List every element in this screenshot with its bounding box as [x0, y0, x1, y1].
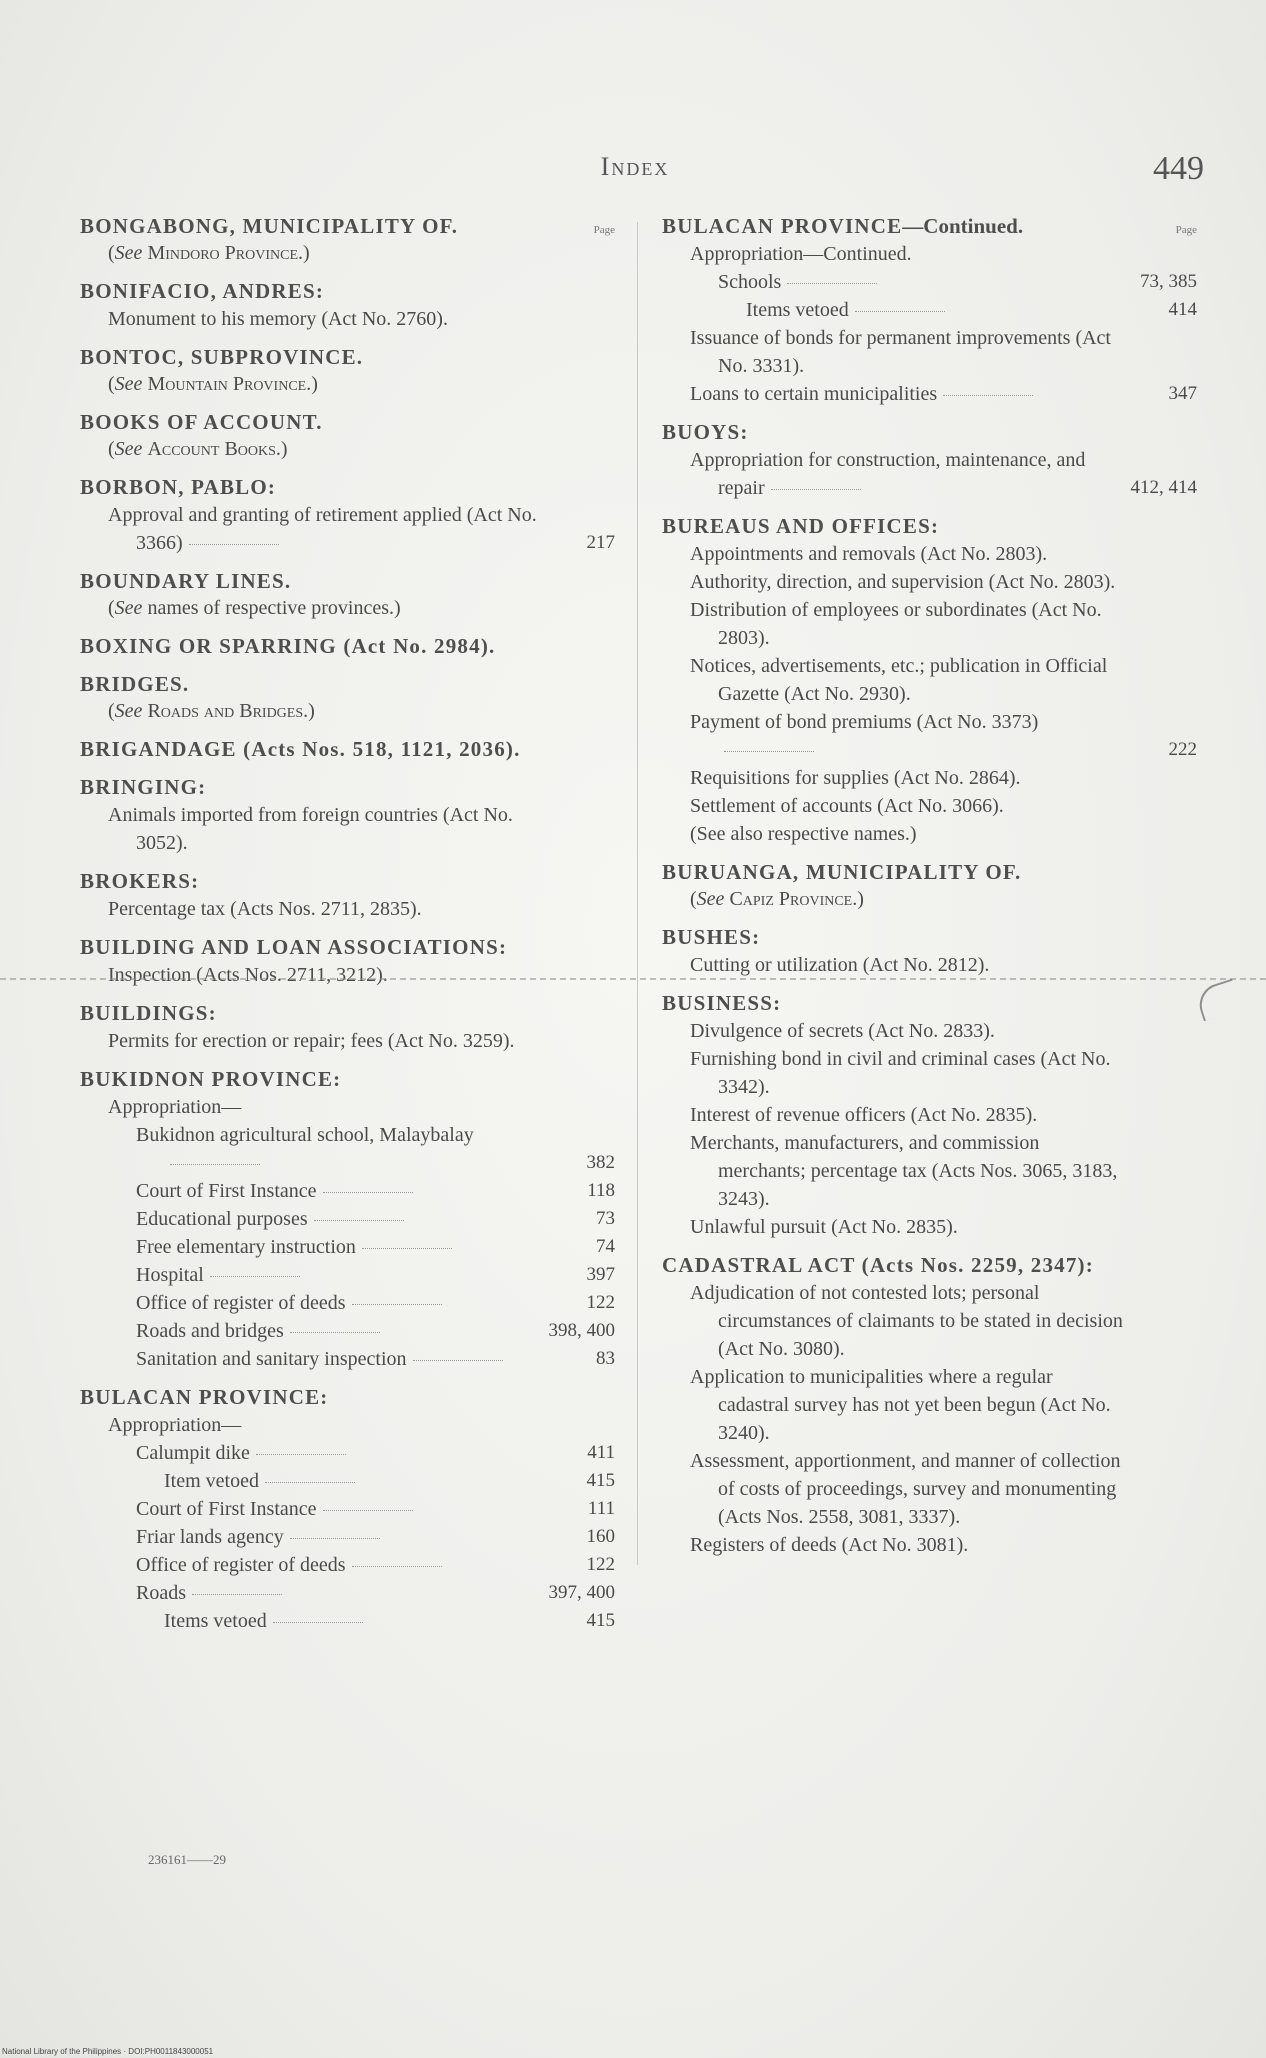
page-number: 449 — [1153, 150, 1204, 187]
subentry: Inspection (Acts Nos. 2711, 3212). — [108, 964, 388, 986]
entry-heading: BUSINESS: — [662, 991, 782, 1015]
index-entry — [80, 212, 615, 267]
archive-stamp: National Library of the Philippines · DOI:PH0011843000051 — [2, 2047, 214, 2056]
entry-heading: BOXING OR SPARRING (Act No. 2984). — [80, 634, 496, 658]
subentry: Loans to certain municipalities 347 — [662, 380, 1197, 408]
page-reference: 415 — [586, 1610, 615, 1631]
dot-leader — [724, 751, 814, 752]
page-reference: 415 — [586, 1470, 615, 1491]
entry-heading: BOUNDARY LINES. — [80, 569, 292, 593]
entry-heading: BUOYS: — [662, 420, 749, 444]
index-entry — [80, 670, 615, 725]
index-entry — [80, 632, 615, 660]
page-column-label: Page — [593, 224, 615, 236]
subentry: Animals imported from foreign countries (Act No. 3052). — [108, 804, 513, 854]
entry-heading: BROKERS: — [80, 869, 200, 893]
cross-reference: (See Roads and Bridges.) — [108, 700, 315, 722]
subentry: Friar lands agency 160 — [80, 1523, 615, 1551]
index-entry — [80, 933, 615, 989]
pen-mark — [1194, 979, 1242, 1022]
dot-leader — [210, 1276, 300, 1277]
page-reference: 412, 414 — [1130, 477, 1197, 498]
subentry: Appropriation—Continued. — [690, 243, 912, 265]
cross-reference: (See Mindoro Province.) — [108, 242, 310, 264]
index-entry — [662, 858, 1197, 913]
subentry: Unlawful pursuit (Act No. 2835). — [690, 1216, 958, 1238]
subentry: Appropriation— — [108, 1096, 242, 1118]
index-entry — [662, 923, 1197, 979]
entry-heading: BUSHES: — [662, 925, 761, 949]
subentry: Items vetoed 414 — [662, 296, 1197, 324]
page-column-label: Page — [1175, 224, 1197, 236]
page-reference: 122 — [586, 1554, 615, 1575]
dot-leader — [352, 1566, 442, 1567]
subentry: Free elementary instruction 74 — [80, 1233, 615, 1261]
subentry: Adjudication of not contested lots; personal circumstances of claimants to be stated in decision (Act No. 3080). — [690, 1282, 1123, 1360]
dot-leader — [771, 489, 861, 490]
index-entry — [80, 473, 615, 557]
subentry: Court of First Instance 111 — [80, 1495, 615, 1523]
entry-heading: BURUANGA, MUNICIPALITY OF. — [662, 860, 1022, 884]
subentry: Application to municipalities where a regular cadastral survey has not yet been begun (Act No. 3240). — [690, 1366, 1111, 1444]
index-entry — [80, 1065, 615, 1373]
subentry: Authority, direction, and supervision (Act No. 2803). — [690, 571, 1116, 593]
entry-heading: BUKIDNON PROVINCE: — [80, 1067, 342, 1091]
subentry: Cutting or utilization (Act No. 2812). — [690, 954, 990, 976]
dot-leader — [323, 1510, 413, 1511]
index-column-left — [80, 212, 615, 1645]
page-reference: 217 — [586, 532, 615, 553]
index-entry — [662, 512, 1197, 848]
dot-leader — [189, 544, 279, 545]
dot-leader — [943, 395, 1033, 396]
entry-heading: BONIFACIO, ANDRES: — [80, 279, 325, 303]
entry-heading: BONGABONG, MUNICIPALITY OF. Page — [80, 212, 615, 240]
index-entry — [80, 867, 615, 923]
page-reference: 74 — [596, 1236, 615, 1257]
column-rule-upper — [637, 222, 638, 1042]
page-reference: 111 — [587, 1498, 615, 1519]
index-entry — [662, 418, 1197, 502]
subentry: Requisitions for supplies (Act No. 2864). — [690, 767, 1021, 789]
subentry: Calumpit dike 411 — [80, 1439, 615, 1467]
index-entry — [80, 567, 615, 622]
subentry: Office of register of deeds 122 — [80, 1289, 615, 1317]
subentry: Divulgence of secrets (Act No. 2833). — [690, 1020, 995, 1042]
page-reference: 222 — [1168, 739, 1197, 760]
entry-heading: BULACAN PROVINCE: — [80, 1385, 329, 1409]
dot-leader — [192, 1594, 282, 1595]
subentry: Roads 397, 400 — [80, 1579, 615, 1607]
subentry: Approval and granting of retirement applied (Act No. 3366) 217 — [80, 501, 615, 557]
index-entry — [80, 408, 615, 463]
page-reference: 160 — [586, 1526, 615, 1547]
entry-heading: BRIDGES. — [80, 672, 190, 696]
index-entry — [80, 1383, 615, 1635]
dot-leader — [170, 1164, 260, 1165]
index-entry — [662, 212, 1197, 408]
index-entry — [80, 277, 615, 333]
entry-heading: BUILDINGS: — [80, 1001, 217, 1025]
entry-heading: BONTOC, SUBPROVINCE. — [80, 345, 364, 369]
subentry: (See also respective names.) — [690, 823, 917, 845]
index-entry — [662, 1251, 1197, 1559]
page-reference: 118 — [587, 1180, 615, 1201]
dot-leader — [256, 1454, 346, 1455]
page-reference: 347 — [1168, 383, 1197, 404]
subentry: Appointments and removals (Act No. 2803). — [690, 543, 1048, 565]
subentry: Merchants, manufacturers, and commission merchants; percentage tax (Acts Nos. 3065, 3183, 3243). — [690, 1132, 1118, 1210]
subentry: Payment of bond premiums (Act No. 3373) 222 — [662, 708, 1197, 764]
subentry: Sanitation and sanitary inspection 83 — [80, 1345, 615, 1373]
subentry: Office of register of deeds 122 — [80, 1551, 615, 1579]
dot-leader — [290, 1332, 380, 1333]
subentry: Appropriation for construction, maintenance, and repair 412, 414 — [662, 446, 1197, 502]
page-reference: 73, 385 — [1140, 271, 1197, 292]
entry-heading: BUILDING AND LOAN ASSOCIATIONS: — [80, 935, 508, 959]
entry-heading: BORBON, PABLO: — [80, 475, 277, 499]
index-column-right — [662, 212, 1197, 1569]
cross-reference: (See Capiz Province.) — [690, 888, 864, 910]
page-reference: 398, 400 — [548, 1320, 615, 1341]
subentry: Court of First Instance 118 — [80, 1177, 615, 1205]
subentry: Settlement of accounts (Act No. 3066). — [690, 795, 1004, 817]
subentry: Assessment, apportionment, and manner of collection of costs of proceedings, survey and monumenting (Acts Nos. 2558, 3081, 3337). — [690, 1450, 1121, 1528]
subentry: Items vetoed 415 — [80, 1607, 615, 1635]
subentry: Roads and bridges 398, 400 — [80, 1317, 615, 1345]
subentry: Issuance of bonds for permanent improvements (Act No. 3331). — [690, 327, 1111, 377]
subentry: Hospital 397 — [80, 1261, 615, 1289]
subentry: Furnishing bond in civil and criminal cases (Act No. 3342). — [690, 1048, 1111, 1098]
entry-heading: BOOKS OF ACCOUNT. — [80, 410, 323, 434]
dot-leader — [413, 1360, 503, 1361]
entry-heading: BRIGANDAGE (Acts Nos. 518, 1121, 2036). — [80, 737, 521, 761]
page-reference: 397 — [586, 1264, 615, 1285]
index-entry — [662, 989, 1197, 1241]
index-entry — [80, 999, 615, 1055]
dot-leader — [273, 1622, 363, 1623]
subentry: Distribution of employees or subordinates (Act No. 2803). — [690, 599, 1102, 649]
page-reference: 83 — [596, 1348, 615, 1369]
dot-leader — [323, 1192, 413, 1193]
subentry: Monument to his memory (Act No. 2760). — [108, 308, 448, 330]
subentry: Item vetoed 415 — [80, 1467, 615, 1495]
dot-leader — [290, 1538, 380, 1539]
dot-leader — [314, 1220, 404, 1221]
cross-reference: (See Account Books.) — [108, 438, 288, 460]
entry-heading: BRINGING: — [80, 775, 207, 799]
page-reference: 414 — [1168, 299, 1197, 320]
column-rule-lower — [637, 1005, 638, 1565]
printer-code: 236161——29 — [148, 1852, 226, 1867]
index-entry — [80, 735, 615, 763]
dot-leader — [855, 311, 945, 312]
fold-crease — [0, 978, 1266, 980]
page-reference: 397, 400 — [548, 1582, 615, 1603]
dot-leader — [265, 1482, 355, 1483]
cross-reference: (See names of respective provinces.) — [108, 597, 401, 619]
subentry: Percentage tax (Acts Nos. 2711, 2835). — [108, 898, 422, 920]
subentry: Notices, advertisements, etc.; publication in Official Gazette (Act No. 2930). — [690, 655, 1108, 705]
running-header: Index — [600, 152, 670, 181]
subentry: Permits for erection or repair; fees (Act No. 3259). — [108, 1030, 515, 1052]
page-reference: 122 — [586, 1292, 615, 1313]
page-reference: 382 — [586, 1152, 615, 1173]
subentry: Bukidnon agricultural school, Malaybalay 382 — [80, 1121, 615, 1177]
subentry: Interest of revenue officers (Act No. 2835). — [690, 1104, 1038, 1126]
dot-leader — [352, 1304, 442, 1305]
subentry: Schools 73, 385 — [662, 268, 1197, 296]
entry-heading: CADASTRAL ACT (Acts Nos. 2259, 2347): — [662, 1253, 1094, 1277]
index-entry — [80, 343, 615, 398]
page-reference: 73 — [596, 1208, 615, 1229]
subentry: Registers of deeds (Act No. 3081). — [690, 1534, 969, 1556]
page-reference: 411 — [587, 1442, 615, 1463]
cross-reference: (See Mountain Province.) — [108, 373, 318, 395]
index-entry — [80, 773, 615, 857]
dot-leader — [362, 1248, 452, 1249]
subentry: Appropriation— — [108, 1414, 242, 1436]
entry-heading: BUREAUS AND OFFICES: — [662, 514, 940, 538]
entry-heading: BULACAN PROVINCE—Continued. Page — [662, 212, 1197, 240]
subentry: Educational purposes 73 — [80, 1205, 615, 1233]
dot-leader — [787, 283, 877, 284]
